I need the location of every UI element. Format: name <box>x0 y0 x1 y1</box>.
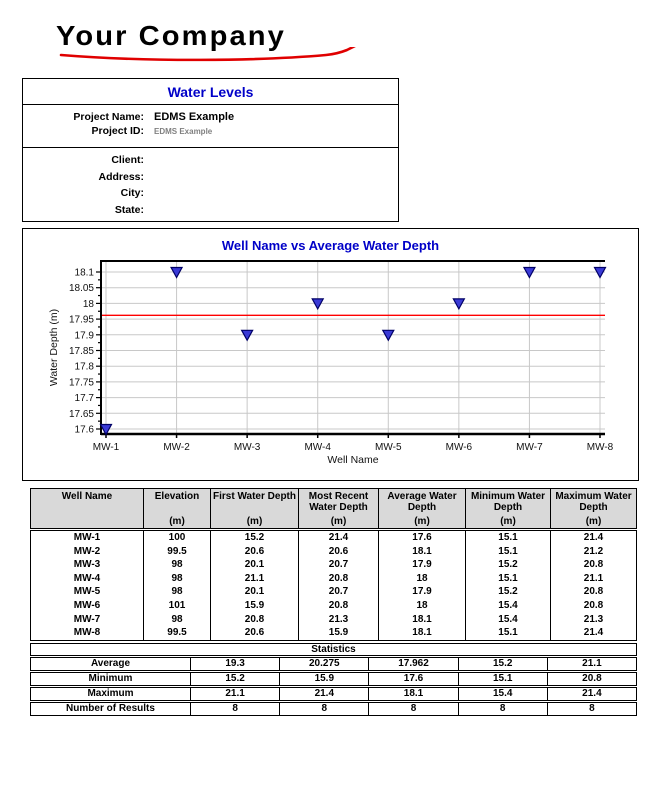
table-cell: 20.1 <box>211 585 299 599</box>
statistics-title: Statistics <box>30 643 637 656</box>
x-tick-label: MW-3 <box>233 442 261 453</box>
column-header <box>466 489 551 528</box>
statistic-value: 20.275 <box>280 658 369 670</box>
table-row <box>31 613 636 627</box>
table-cell: 20.1 <box>211 558 299 572</box>
column-header <box>551 489 636 528</box>
results-table <box>30 488 637 716</box>
table-row <box>31 531 636 545</box>
statistic-value: 8 <box>459 703 548 715</box>
table-cell: 15.1 <box>466 572 551 586</box>
column-title: Minimum Water Depth <box>470 491 546 513</box>
info-row-pname <box>23 108 398 125</box>
table-cell: 18.1 <box>379 613 466 627</box>
statistic-value: 18.1 <box>369 688 458 700</box>
field-value: EDMS Example <box>154 127 213 136</box>
report-title: Water Levels <box>23 79 398 105</box>
info-row-address <box>23 204 398 221</box>
x-tick-label: MW-5 <box>375 442 402 453</box>
table-cell: 20.8 <box>211 613 299 627</box>
statistic-label: Maximum <box>31 688 191 700</box>
table-cell: 15.9 <box>211 599 299 613</box>
chart-title: Well Name vs Average Water Depth <box>221 238 440 253</box>
x-tick-label: MW-7 <box>516 442 543 453</box>
table-cell: 15.4 <box>466 599 551 613</box>
table-cell: 20.8 <box>583 559 604 571</box>
project-info-box <box>22 78 399 222</box>
table-cell: 21.3 <box>299 613 379 627</box>
table-cell: 21.4 <box>299 531 379 545</box>
statistic-value: 21.4 <box>582 687 602 699</box>
y-tick-label: 18 <box>82 298 94 310</box>
statistic-value: 15.2 <box>191 673 280 685</box>
table-cell: 99.5 <box>144 545 211 559</box>
y-tick-label: 18.05 <box>68 283 94 295</box>
statistic-value: 8 <box>589 702 595 714</box>
statistics-row <box>30 672 637 686</box>
statistics-row <box>30 702 637 716</box>
column-unit: (m) <box>330 516 347 527</box>
x-tick-label: MW-1 <box>92 442 120 453</box>
column-header <box>31 489 144 528</box>
table-row <box>31 572 636 586</box>
table-cell: 17.9 <box>379 558 466 572</box>
table-cell: 99.5 <box>144 626 211 640</box>
x-tick-label: MW-2 <box>163 442 190 453</box>
statistic-value: 15.4 <box>459 688 548 700</box>
info-row-address <box>23 171 398 188</box>
table-header-row <box>30 488 637 529</box>
table-cell: 21.1 <box>583 572 604 584</box>
table-row <box>31 585 636 599</box>
column-title: Maximum Water Depth <box>555 491 632 513</box>
chart-panel <box>22 228 639 481</box>
table-cell: 21.4 <box>583 627 604 639</box>
table-cell: 20.7 <box>299 558 379 572</box>
table-cell: 15.9 <box>299 626 379 640</box>
table-cell: 21.1 <box>211 572 299 586</box>
table-cell: 98 <box>144 558 211 572</box>
column-title: Well Name <box>61 491 113 502</box>
field-label: State: <box>114 203 144 216</box>
statistic-value: 15.1 <box>459 673 548 685</box>
column-header <box>379 489 466 528</box>
table-cell: 20.8 <box>583 586 604 598</box>
table-cell: 18 <box>379 572 466 586</box>
table-cell: 15.2 <box>211 531 299 545</box>
statistic-value: 19.3 <box>191 658 280 670</box>
table-cell: 21.2 <box>583 545 604 557</box>
y-tick-label: 17.85 <box>68 346 94 357</box>
statistics-row <box>30 657 637 671</box>
table-cell: MW-7 <box>31 613 144 627</box>
table-cell: 15.1 <box>466 626 551 640</box>
table-row <box>31 626 636 640</box>
address-fields <box>23 148 398 220</box>
table-cell: 15.2 <box>466 585 551 599</box>
table-cell: 17.6 <box>379 531 466 545</box>
project-fields <box>23 105 398 148</box>
column-unit: (m) <box>500 516 516 527</box>
field-label: Client: <box>111 154 144 166</box>
table-cell: 98 <box>144 572 211 586</box>
statistic-value: 21.1 <box>191 688 280 700</box>
y-tick-label: 17.95 <box>68 314 94 326</box>
table-row <box>31 558 636 572</box>
info-row-address <box>23 154 398 171</box>
column-unit: (m) <box>585 516 602 527</box>
column-title: Elevation <box>154 491 200 502</box>
table-cell: 18.1 <box>379 545 466 559</box>
y-tick-label: 17.7 <box>74 393 94 405</box>
table-cell: 20.8 <box>583 599 604 611</box>
statistic-label: Minimum <box>31 673 191 685</box>
table-cell: 15.1 <box>466 545 551 559</box>
info-row-pid <box>23 125 398 140</box>
company-logo-text: Your Company <box>56 20 286 51</box>
table-row <box>31 599 636 613</box>
statistic-value: 15.9 <box>280 673 369 685</box>
table-cell: MW-5 <box>31 585 144 599</box>
y-axis-title: Water Depth (m) <box>48 308 60 387</box>
x-tick-label: MW-6 <box>445 442 473 453</box>
y-tick-label: 17.6 <box>74 424 94 436</box>
statistic-label: Number of Results <box>31 703 191 715</box>
table-cell: 20.8 <box>299 572 379 586</box>
column-header <box>144 489 211 528</box>
statistic-value: 20.8 <box>582 672 602 684</box>
statistic-value: 15.2 <box>459 658 548 670</box>
table-cell: 20.7 <box>299 585 379 599</box>
table-cell: MW-4 <box>31 572 144 586</box>
column-unit: (m) <box>414 516 430 527</box>
table-cell: 15.2 <box>466 558 551 572</box>
table-cell: 21.3 <box>583 613 604 625</box>
x-tick-label: MW-4 <box>304 442 331 453</box>
table-cell: 18 <box>379 599 466 613</box>
x-tick-label: MW-8 <box>586 442 614 453</box>
column-unit: (m) <box>246 516 263 527</box>
statistic-value: 17.6 <box>369 673 458 685</box>
table-cell: 100 <box>144 531 211 545</box>
table-cell: 98 <box>144 613 211 627</box>
table-cell: 20.6 <box>211 545 299 559</box>
table-cell: 20.6 <box>211 626 299 640</box>
statistics-rows <box>30 657 637 716</box>
table-cell: MW-6 <box>31 599 144 613</box>
y-tick-label: 18.1 <box>74 267 94 279</box>
well-depth-chart <box>23 229 638 480</box>
column-title: Most Recent Water Depth <box>308 491 369 513</box>
table-cell: MW-8 <box>31 626 144 640</box>
statistic-value: 8 <box>280 703 369 715</box>
column-title: First Water Depth <box>213 491 296 502</box>
statistic-label: Average <box>31 658 191 670</box>
statistic-value: 8 <box>369 703 458 715</box>
field-label: Project ID: <box>91 125 144 137</box>
table-cell: MW-3 <box>31 558 144 572</box>
table-cell: 18.1 <box>379 626 466 640</box>
field-label: Project Name: <box>73 111 144 123</box>
column-unit: (m) <box>169 516 185 527</box>
statistic-value: 21.1 <box>582 657 602 669</box>
statistic-value: 8 <box>191 703 280 715</box>
statistic-value: 17.962 <box>369 658 458 670</box>
field-label: City: <box>120 187 144 199</box>
table-cell: 20.6 <box>299 545 379 559</box>
field-label: Address: <box>98 170 144 183</box>
table-body <box>30 530 637 641</box>
info-row-address <box>23 187 398 204</box>
table-row <box>31 545 636 559</box>
company-logo <box>56 20 376 64</box>
table-cell: 101 <box>144 599 211 613</box>
y-tick-label: 17.9 <box>74 330 94 342</box>
table-cell: 17.9 <box>379 585 466 599</box>
statistic-value: 21.4 <box>280 688 369 700</box>
table-cell: 98 <box>144 585 211 599</box>
table-cell: MW-1 <box>31 531 144 545</box>
logo-swoosh-icon <box>58 47 368 65</box>
table-cell: 20.8 <box>299 599 379 613</box>
field-value: EDMS Example <box>154 111 235 123</box>
table-cell: 21.4 <box>583 532 604 543</box>
table-cell: 15.4 <box>466 613 551 627</box>
column-header <box>299 489 379 528</box>
x-axis-title: Well Name <box>327 454 379 466</box>
statistics-row <box>30 687 637 701</box>
y-tick-label: 17.65 <box>68 408 94 420</box>
table-cell: MW-2 <box>31 545 144 559</box>
column-header <box>211 489 299 528</box>
column-title: Average Water Depth <box>387 491 457 513</box>
y-tick-label: 17.75 <box>68 377 94 389</box>
y-tick-label: 17.8 <box>74 361 94 373</box>
table-cell: 15.1 <box>466 531 551 545</box>
